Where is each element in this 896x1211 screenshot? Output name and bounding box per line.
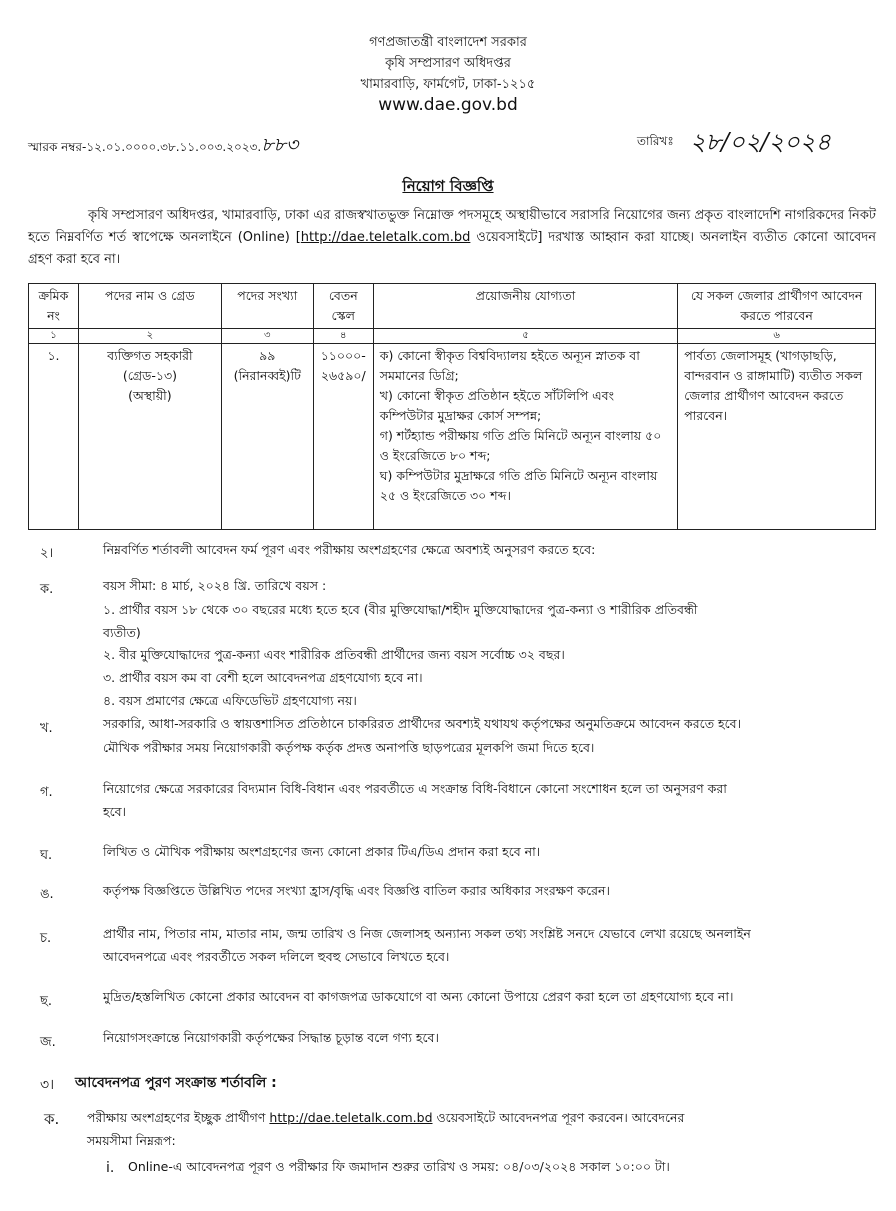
ja-text: নিয়োগসংক্রান্তে নিয়োগকারী কর্তৃপক্ষের সিদ্ধান্ত চূড়ান্ত বলে গণ্য হবে। — [103, 1030, 439, 1045]
col-count-header: পদের সংখ্যা — [221, 284, 313, 329]
kha-line: মৌখিক পরীক্ষার সময় নিয়োগকারী কর্তৃপক্ষ কর্তৃক প্রদত্ত অনাপত্তি ছাড়পত্রের মূলকপি জমা দিতে হবে। — [103, 740, 595, 755]
memo-label: স্মারক নম্বর- — [28, 140, 87, 154]
post-count: ৯৯ — [259, 348, 276, 363]
intro-text: কৃষি সম্প্রসারণ অধিদপ্তর, খামারবাড়ি, ঢাকা এর রাজস্বখাতভুক্ত নিম্নোক্ত পদসমূহে অস্থায়ীভাবে সরাসরি নিয়োগের জন্য প্রকৃত বাংলাদেশি নাগরিকদের নিকট হতে নিম্নবর্ণিত শর্ত স্বাপেক্ষে অনলাইনে (Online) [ — [28, 208, 876, 245]
col-num: ১ — [29, 329, 79, 344]
s3-ka-pre: পরীক্ষায় অংশগ্রহণের ইচ্ছুক প্রার্থীগণ — [87, 1110, 270, 1125]
qualification-item: খ) কোনো স্বীকৃত প্রতিষ্ঠান হইতে সাঁটলিপি এবং কম্পিউটার মুদ্রাক্ষর কোর্স সম্পন্ন; — [379, 388, 615, 423]
row-serial: ১. — [29, 344, 79, 530]
item-gha-label: ঘ. — [40, 848, 53, 863]
row-qualifications — [373, 344, 677, 530]
qualification-item: গ) শর্টহ্যান্ড পরীক্ষায় গতি প্রতি মিনিটে অন্যূন বাংলায় ৫০ ও ইংরেজিতে ৮০ শব্দ; — [379, 428, 662, 463]
s3-ka-line-2: সময়সীমা নিম্নরূপ: — [87, 1133, 176, 1148]
col-num: ৩ — [221, 329, 313, 344]
age-rule: ২. বীর মুক্তিযোদ্ধাদের পুত্র-কন্যা এবং শারীরিক প্রতিবন্ধী প্রার্থীদের জন্য বয়স সর্বোচ্চ ৩২ বছর। — [103, 647, 565, 662]
notice-title: নিয়োগ বিজ্ঞপ্তি — [402, 177, 494, 195]
scale-line-1: ১১০০০- — [320, 348, 366, 363]
age-rule: ব্যতীত) — [103, 625, 141, 640]
teletalk-link[interactable]: http://dae.teletalk.com.bd — [269, 1110, 433, 1125]
item-chha-label: ছ. — [40, 994, 53, 1009]
col-serial-header: ক্রমিক নং — [29, 284, 79, 329]
s3-item-i-label: i. — [106, 1160, 115, 1176]
post-type: (অস্থায়ী) — [128, 388, 172, 403]
col-num: ৫ — [373, 329, 677, 344]
col-num: ৬ — [678, 329, 876, 344]
table-row — [29, 344, 876, 530]
section-3-heading: আবেদনপত্র পুরণ সংক্রান্ত শর্তাবলি : — [75, 1075, 277, 1091]
ga-line: হবে। — [103, 804, 127, 819]
ga-line: নিয়োগের ক্ষেত্রে সরকারের বিদ্যমান বিধি-বিধান এবং পরবর্তীতে এ সংক্রান্ত বিধি-বিধানে কোনো সংশোধন হলে তা অনুসরণ করা — [103, 781, 727, 796]
date-handwritten: ২৮/০২/২০২৪ — [690, 128, 831, 156]
memo-handwritten-suffix: ৮৮৩ — [261, 134, 299, 156]
section-2-heading: নিম্নবর্ণিত শর্তাবলী আবেদন ফর্ম পূরণ এবং পরীক্ষায় অংশগ্রহণের ক্ষেত্রে অবশ্যই অনুসরণ করতে হবে: — [103, 542, 596, 557]
col-qualification-header: প্রয়োজনীয় যোগ্যতা — [373, 284, 677, 329]
s3-ka-line — [87, 1106, 887, 1129]
item-kha-label: খ. — [40, 721, 53, 736]
item-ga-label: গ. — [40, 785, 53, 800]
col-scale-header: বেতন স্কেল — [313, 284, 373, 329]
gha-text: লিখিত ও মৌখিক পরীক্ষায় অংশগ্রহণের জন্য কোনো প্রকার টিএ/ডিএ প্রদান করা হবে না। — [103, 844, 541, 859]
table-header-row — [29, 284, 876, 329]
post-name: ব্যক্তিগত সহকারী — [107, 348, 193, 363]
memo-number: ১২.০১.০০০০.৩৮.১১.০০৩.২০২৩. — [86, 140, 262, 154]
section-3-number: ৩। — [40, 1077, 55, 1093]
row-post — [78, 344, 221, 530]
qualification-item: ঘ) কম্পিউটার মুদ্রাক্ষরে গতি প্রতি মিনিটে অন্যূন বাংলায় ২৫ ও ইংরেজিতে ৩০ শব্দ। — [379, 468, 658, 503]
intro-paragraph — [28, 205, 876, 271]
age-limit-title: বয়স সীমা: ৪ মার্চ, ২০২৪ খ্রি. তারিখে বয়স : — [103, 578, 327, 593]
s3-item-i-text: Online-এ আবেদনপত্র পূরণ ও পরীক্ষার ফি জমাদান শুরুর তারিখ ও সময়: ০৪/০৩/২০২৪ সকাল ১০:০০ টা। — [128, 1159, 670, 1174]
govt-name: গণপ্রজাতন্ত্রী বাংলাদেশ সরকার — [369, 35, 527, 50]
row-count — [221, 344, 313, 530]
qualification-item: ক) কোনো স্বীকৃত বিশ্ববিদ্যালয় হইতে অন্যূন স্নাতক বা সমমানের ডিগ্রি; — [379, 348, 640, 383]
website-link[interactable]: www.dae.gov.bd — [378, 95, 518, 115]
chha-text: মুদ্রিত/হস্তলিখিত কোনো প্রকার আবেদন বা কাগজপত্র ডাকযোগে বা অন্য কোনো উপায়ে প্রেরণ করা হলে তা গ্রহণযোগ্য হবে না। — [103, 989, 734, 1004]
col-num: ২ — [78, 329, 221, 344]
row-scale — [313, 344, 373, 530]
section-2-number: ২। — [40, 546, 54, 561]
cha-line: আবেদনপত্রে এবং পরবর্তীতে সকল দলিলে হুবহু সেভাবে লিখতে হবে। — [103, 949, 450, 964]
item-uo-label: ঙ. — [40, 887, 54, 902]
memo-number-line — [28, 131, 298, 163]
col-num: ৪ — [313, 329, 373, 344]
age-rule: ৪. বয়স প্রমাণের ক্ষেত্রে এফিডেভিট গ্রহণযোগ্য নয়। — [103, 693, 357, 708]
date-label: তারিখঃ — [637, 134, 674, 148]
cha-line: প্রার্থীর নাম, পিতার নাম, মাতার নাম, জন্ম তারিখ ও নিজ জেলাসহ অন্যান্য সকল তথ্য সংশ্লিষ্ট সনদে যেভাবে লেখা রয়েছে অনলাইন — [103, 926, 751, 941]
age-rule: ১. প্রার্থীর বয়স ১৮ থেকে ৩০ বছরের মধ্যে হতে হবে (বীর মুক্তিযোদ্ধা/শহীদ মুক্তিযোদ্ধাদের পুত্র-কন্যা ও শারীরিক প্রতিবন্ধী — [103, 602, 698, 617]
intro-text-after: ওয়েবসাইটে] দরখাস্ত আহ্বান করা যাচ্ছে। অনলাইন ব্যতীত কোনো আবেদন গ্রহণ করা হবে না। — [28, 230, 876, 267]
item-cha-label: চ. — [40, 931, 52, 946]
row-districts: পার্বত্য জেলাসমূহ (খাগড়াছড়ি, বান্দরবান ও রাঙ্গামাটি) ব্যতীত সকল জেলার প্রার্থীগণ আবেদন করতে পারবেন। — [678, 344, 876, 530]
teletalk-link[interactable]: http://dae.teletalk.com.bd — [300, 230, 471, 245]
department-name: কৃষি সম্প্রসারণ অধিদপ্তর — [385, 56, 511, 71]
post-count-words: (নিরানব্বই)টি — [233, 368, 301, 383]
item-ka-label: ক. — [40, 582, 54, 597]
age-rule: ৩. প্রার্থীর বয়স কম বা বেশী হলে আবেদনপত্র গ্রহণযোগ্য হবে না। — [103, 670, 423, 685]
vacancy-table — [28, 283, 876, 530]
table-number-row — [29, 329, 876, 344]
scale-line-2: ২৬৫৯০/ — [320, 368, 366, 383]
s3-item-ka-label: ক. — [44, 1110, 60, 1128]
col-districts-header: যে সকল জেলার প্রার্থীগণ আবেদন করতে পারবেন — [678, 284, 876, 329]
item-ja-label: জ. — [40, 1035, 56, 1050]
uo-text: কর্তৃপক্ষ বিজ্ঞপ্তিতে উল্লিখিত পদের সংখ্যা হ্রাস/বৃদ্ধি এবং বিজ্ঞপ্তি বাতিল করার অধিকার সংরক্ষণ করেন। — [103, 883, 610, 898]
department-address: খামারবাড়ি, ফার্মগেট, ঢাকা-১২১৫ — [360, 77, 536, 92]
col-post-header: পদের নাম ও গ্রেড — [78, 284, 221, 329]
kha-line: সরকারি, আধা-সরকারি ও স্বায়ত্তশাসিত প্রতিষ্ঠানে চাকরিরত প্রার্থীদের অবশ্যই যথাযথ কর্তৃপক্ষের অনুমতিক্রমে আবেদন করতে হবে। — [103, 716, 742, 731]
post-grade: (গ্রেড-১৩) — [122, 368, 177, 383]
s3-ka-post: ওয়েবসাইটে আবেদনপত্র পূরণ করবেন। আবেদনের — [432, 1110, 685, 1125]
